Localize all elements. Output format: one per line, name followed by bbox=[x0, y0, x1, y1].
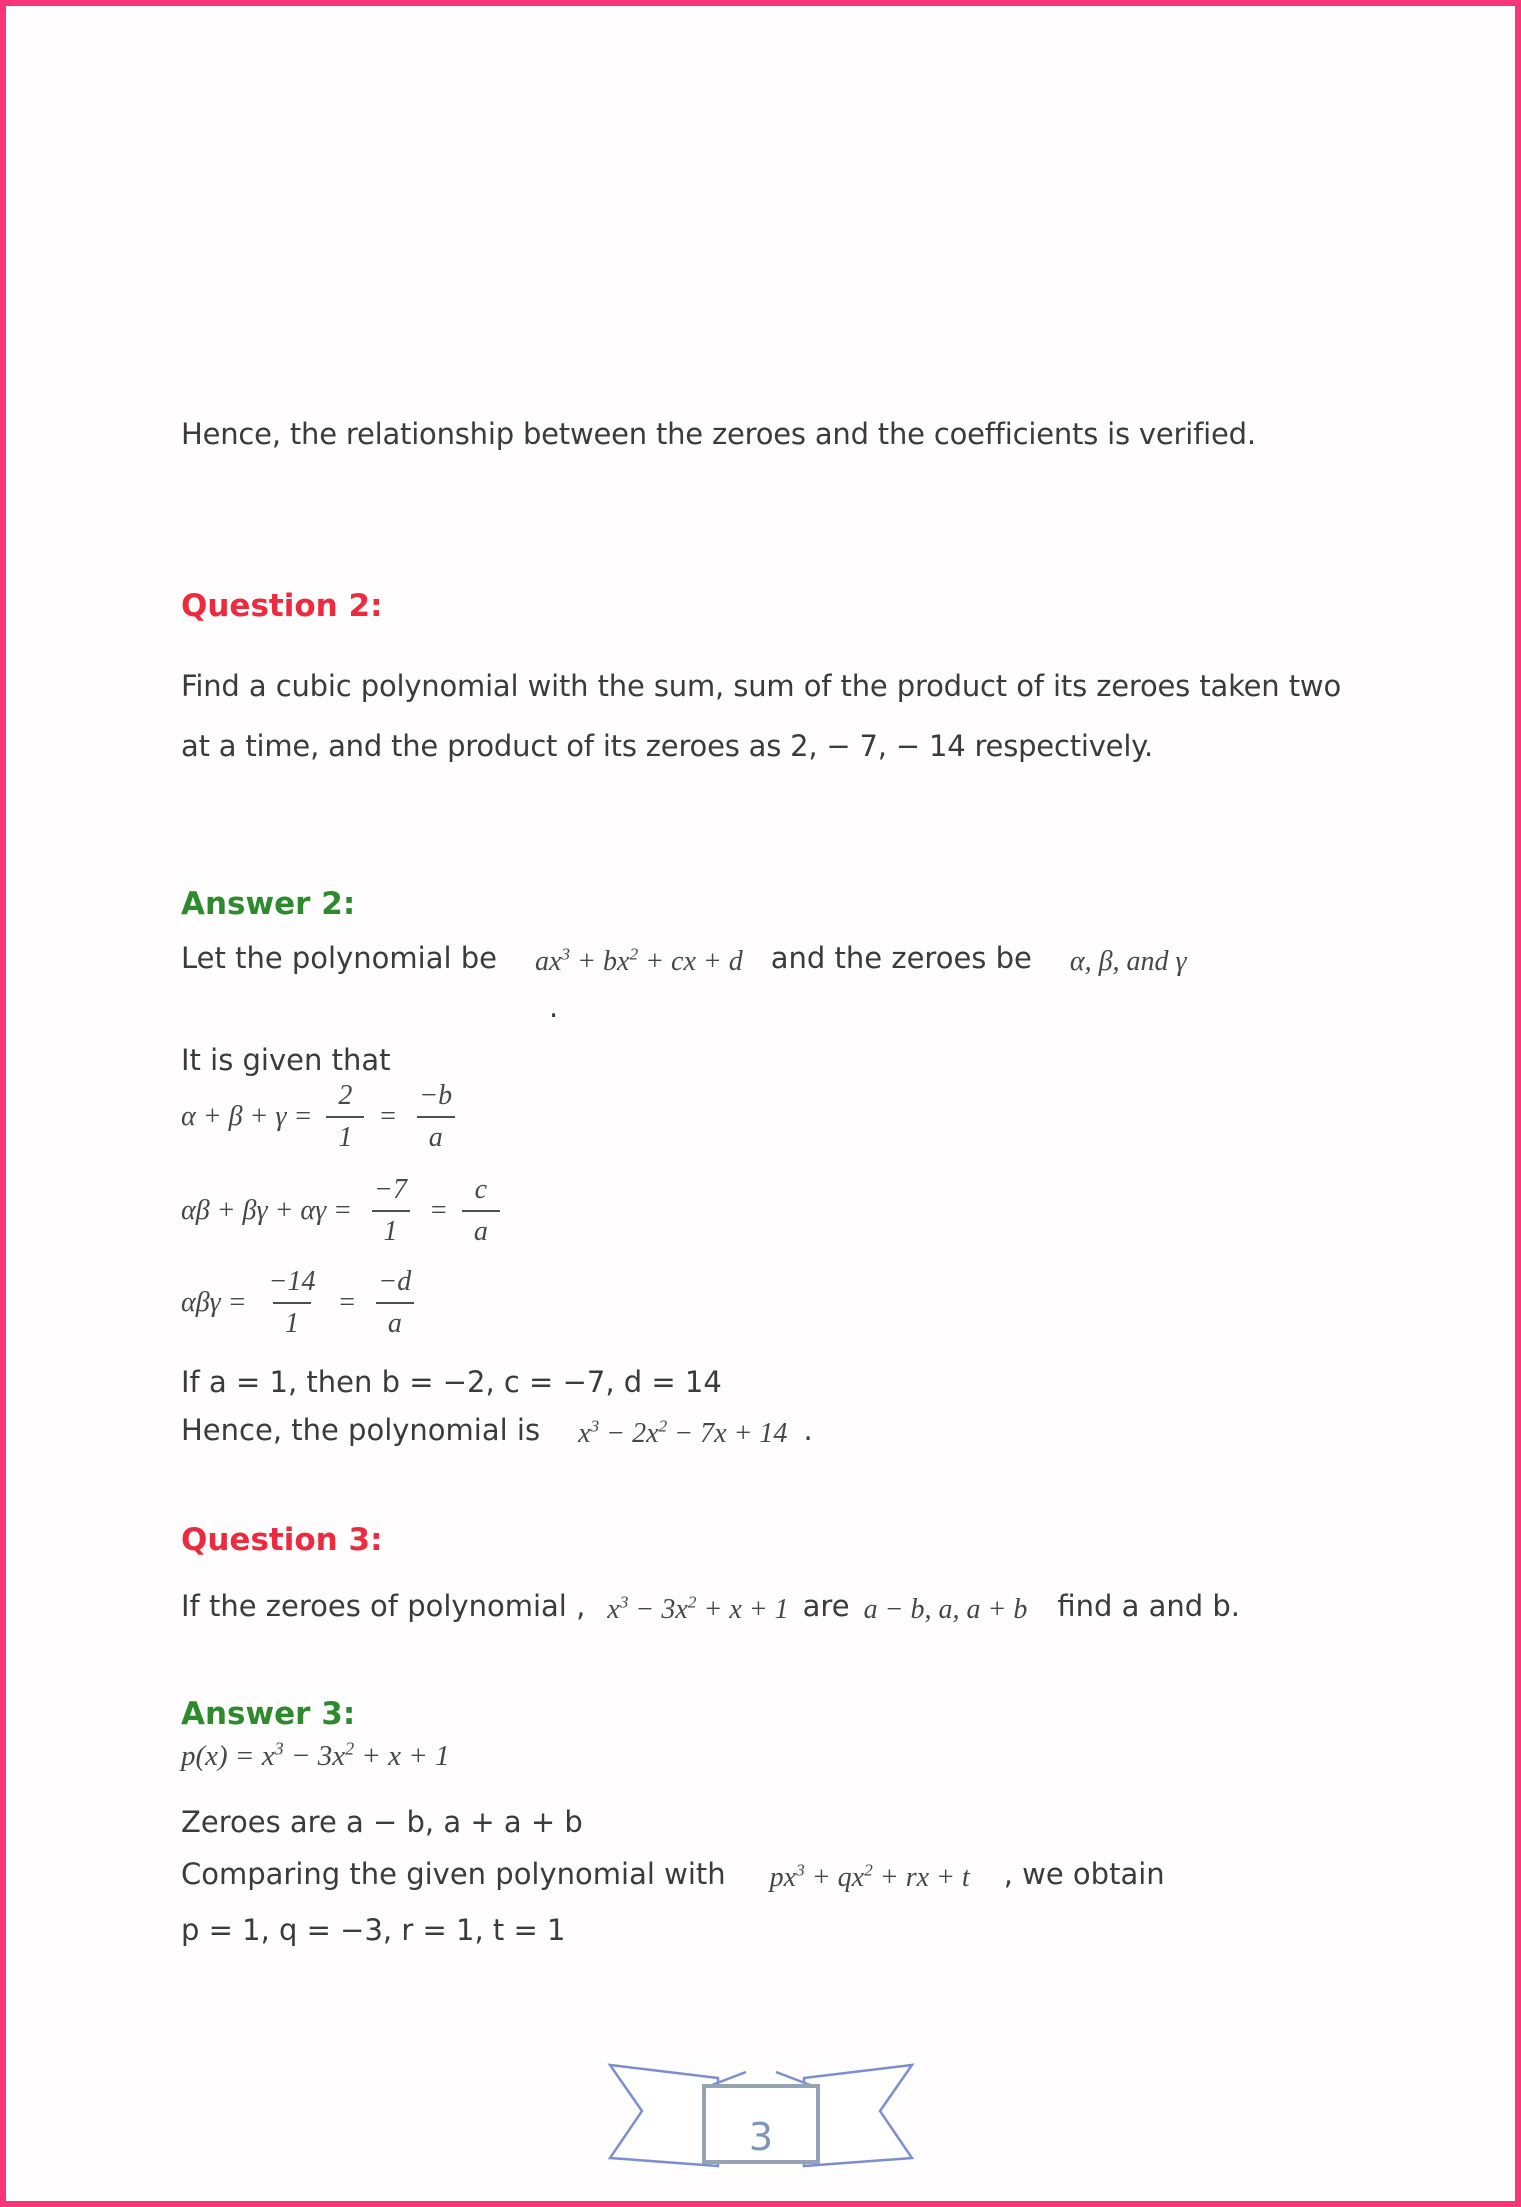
answer-2-heading: Answer 2: bbox=[181, 886, 356, 922]
fraction-denominator: a bbox=[376, 1302, 414, 1342]
fraction-numerator: −d bbox=[378, 1266, 412, 1297]
hence-prefix-text: Hence, the polynomial is bbox=[181, 1413, 541, 1447]
general-cubic-formula: $px^3 + qx^2$ + rx + t bbox=[769, 1860, 970, 1893]
q3-suffix-text: find a and b. bbox=[1057, 1589, 1241, 1623]
equation-sum-of-zeroes bbox=[181, 1078, 460, 1156]
equation-lhs: α + β + γ = bbox=[181, 1101, 313, 1132]
fraction-denominator: a bbox=[462, 1210, 500, 1250]
fraction bbox=[261, 1264, 324, 1342]
sentence-period: . bbox=[803, 1413, 813, 1447]
ribbon-banner-icon bbox=[596, 2058, 926, 2176]
intro-paragraph: Hence, the relationship between the zeroes and the coefficients is verified. bbox=[181, 417, 1256, 451]
fraction-numerator: −7 bbox=[374, 1174, 407, 1205]
q3-prefix-text: If the zeroes of polynomial , bbox=[181, 1589, 586, 1623]
comparing-prefix-text: Comparing the given polynomial with bbox=[181, 1857, 726, 1891]
fraction bbox=[411, 1078, 460, 1156]
question-2-body: Find a cubic polynomial with the sum, sum of the product of its zeroes taken two at a time, and the product of its zeroes as 2, − 7, − 14 respectively. bbox=[181, 669, 1341, 763]
equals-sign: = bbox=[378, 1101, 398, 1132]
comparing-suffix-text: , we obtain bbox=[1003, 1857, 1165, 1891]
given-line: It is given that bbox=[181, 1043, 391, 1077]
fraction bbox=[326, 1078, 364, 1156]
result-polynomial-formula: $x^3 - 2x^2 - 7x + 14$ bbox=[578, 1416, 788, 1449]
let-prefix-text: Let the polynomial be bbox=[181, 941, 497, 975]
fraction-numerator: c bbox=[474, 1174, 488, 1205]
fraction-numerator: 2 bbox=[338, 1080, 353, 1111]
sentence-period: . bbox=[549, 990, 559, 1024]
q3-mid-text: are bbox=[802, 1589, 850, 1623]
hence-polynomial-line bbox=[181, 1404, 829, 1458]
page-number-ribbon bbox=[596, 2058, 926, 2180]
fraction-denominator: a bbox=[417, 1116, 455, 1156]
q3-zeroes-formula: a − b, a, a + b bbox=[863, 1594, 1028, 1625]
fraction-denominator: 1 bbox=[326, 1116, 364, 1156]
equation-lhs: αβγ = bbox=[181, 1287, 247, 1318]
zeroes-greek-formula: α, β, and γ bbox=[1069, 946, 1187, 977]
question-2-heading: Question 2: bbox=[181, 588, 383, 624]
pqrt-values-line: p = 1, q = −3, r = 1, t = 1 bbox=[181, 1913, 566, 1947]
equals-sign: = bbox=[428, 1195, 448, 1226]
fraction bbox=[462, 1172, 500, 1250]
equation-sum-of-products bbox=[181, 1172, 500, 1250]
equation-product-of-zeroes bbox=[181, 1264, 419, 1342]
equals-sign: = bbox=[337, 1287, 357, 1318]
px-polynomial-formula: $p(x) = x^3 - 3x^2 + x + 1$ bbox=[181, 1738, 450, 1772]
answer-2-let-line bbox=[181, 932, 1187, 986]
fraction-denominator: 1 bbox=[273, 1302, 311, 1342]
cubic-polynomial-formula: $ax^3 + bx^2$ + cx + d bbox=[534, 944, 743, 977]
zeroes-are-line: Zeroes are a − b, a + a + b bbox=[181, 1805, 583, 1839]
fraction bbox=[370, 1264, 419, 1342]
answer-3-heading: Answer 3: bbox=[181, 1696, 356, 1732]
question-3-body bbox=[181, 1580, 1240, 1634]
if-a-equals-line: If a = 1, then b = −2, c = −7, d = 14 bbox=[181, 1365, 722, 1399]
fraction bbox=[366, 1172, 415, 1250]
fraction-numerator: −14 bbox=[268, 1266, 316, 1297]
let-mid-text: and the zeroes be bbox=[770, 941, 1032, 975]
page-number: 3 bbox=[748, 2115, 773, 2159]
q3-polynomial-formula: $x^3 - 3x^2 + x + 1$ bbox=[607, 1592, 789, 1625]
fraction-denominator: 1 bbox=[372, 1210, 410, 1250]
question-3-heading: Question 3: bbox=[181, 1522, 383, 1558]
equation-lhs: αβ + βγ + αγ = bbox=[181, 1195, 353, 1226]
fraction-numerator: −b bbox=[419, 1080, 453, 1111]
comparing-line bbox=[181, 1848, 1165, 1902]
